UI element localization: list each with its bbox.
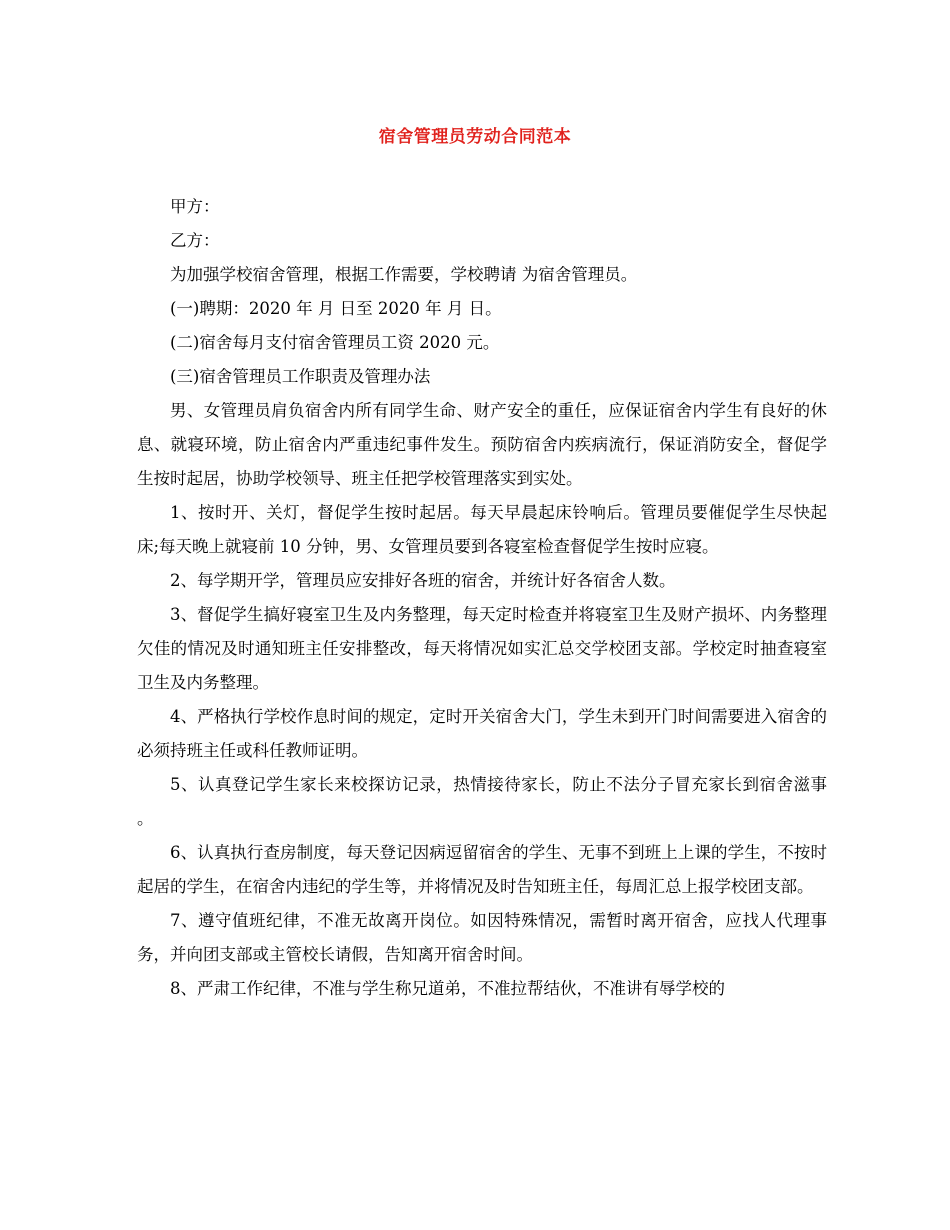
salary-clause: (二)宿舍每月支付宿舍管理员工资 2020 元。 — [170, 333, 500, 352]
document-body — [137, 190, 827, 1006]
duty-item-4: 4、严格执行学校作息时间的规定，定时开关宿舍大门，学生未到开门时间需要进入宿舍的必须持班主任或科任教师证明。 — [137, 707, 827, 760]
duty-item-1: 1、按时开、关灯，督促学生按时起居。每天早晨起床铃响后。管理员要催促学生尽快起床;每天晚上就寝前 10 分钟，男、女管理员要到各寝室检查督促学生按时应寝。 — [137, 503, 827, 556]
duties-overview-paragraph: 男、女管理员肩负宿舍内所有同学生命、财产安全的重任，应保证宿舍内学生有良好的休息、就寝环境，防止宿舍内严重违纪事件发生。预防宿舍内疾病流行，保证消防安全，督促学生按时起居，协助学校领导、班主任把学校管理落实到实处。 — [137, 401, 827, 488]
duty-item-8: 8、严肃工作纪律，不准与学生称兄道弟，不准拉帮结伙，不准讲有辱学校的 — [170, 979, 725, 998]
duty-item-7: 7、遵守值班纪律，不准无故离开岗位。如因特殊情况，需暂时离开宿舍，应找人代理事务，并向团支部或主管校长请假，告知离开宿舍时间。 — [137, 911, 827, 964]
duties-heading: (三)宿舍管理员工作职责及管理办法 — [170, 367, 431, 386]
party-b-line: 乙方： — [170, 231, 220, 250]
party-a-line: 甲方： — [170, 197, 220, 216]
duty-item-6: 6、认真执行查房制度，每天登记因病逗留宿舍的学生、无事不到班上上课的学生，不按时起居的学生，在宿舍内违纪的学生等，并将情况及时告知班主任，每周汇总上报学校团支部。 — [137, 843, 827, 896]
term-clause: (一)聘期：2020 年 月 日至 2020 年 月 日。 — [170, 299, 502, 318]
intro-paragraph: 为加强学校宿舍管理，根据工作需要，学校聘请 为宿舍管理员。 — [170, 265, 638, 284]
duty-item-5: 5、认真登记学生家长来校探访记录，热情接待家长，防止不法分子冒充家长到宿舍滋事 。 — [137, 775, 827, 828]
duty-item-3: 3、督促学生搞好寝室卫生及内务整理，每天定时检查并将寝室卫生及财产损坏、内务整理欠佳的情况及时通知班主任安排整改，每天将情况如实汇总交学校团支部。学校定时抽查寝室卫生及内务整理。 — [137, 605, 827, 692]
document-title: 宿舍管理员劳动合同范本 — [378, 127, 572, 147]
duty-item-2: 2、每学期开学，管理员应安排好各班的宿舍，并统计好各宿舍人数。 — [170, 571, 676, 590]
